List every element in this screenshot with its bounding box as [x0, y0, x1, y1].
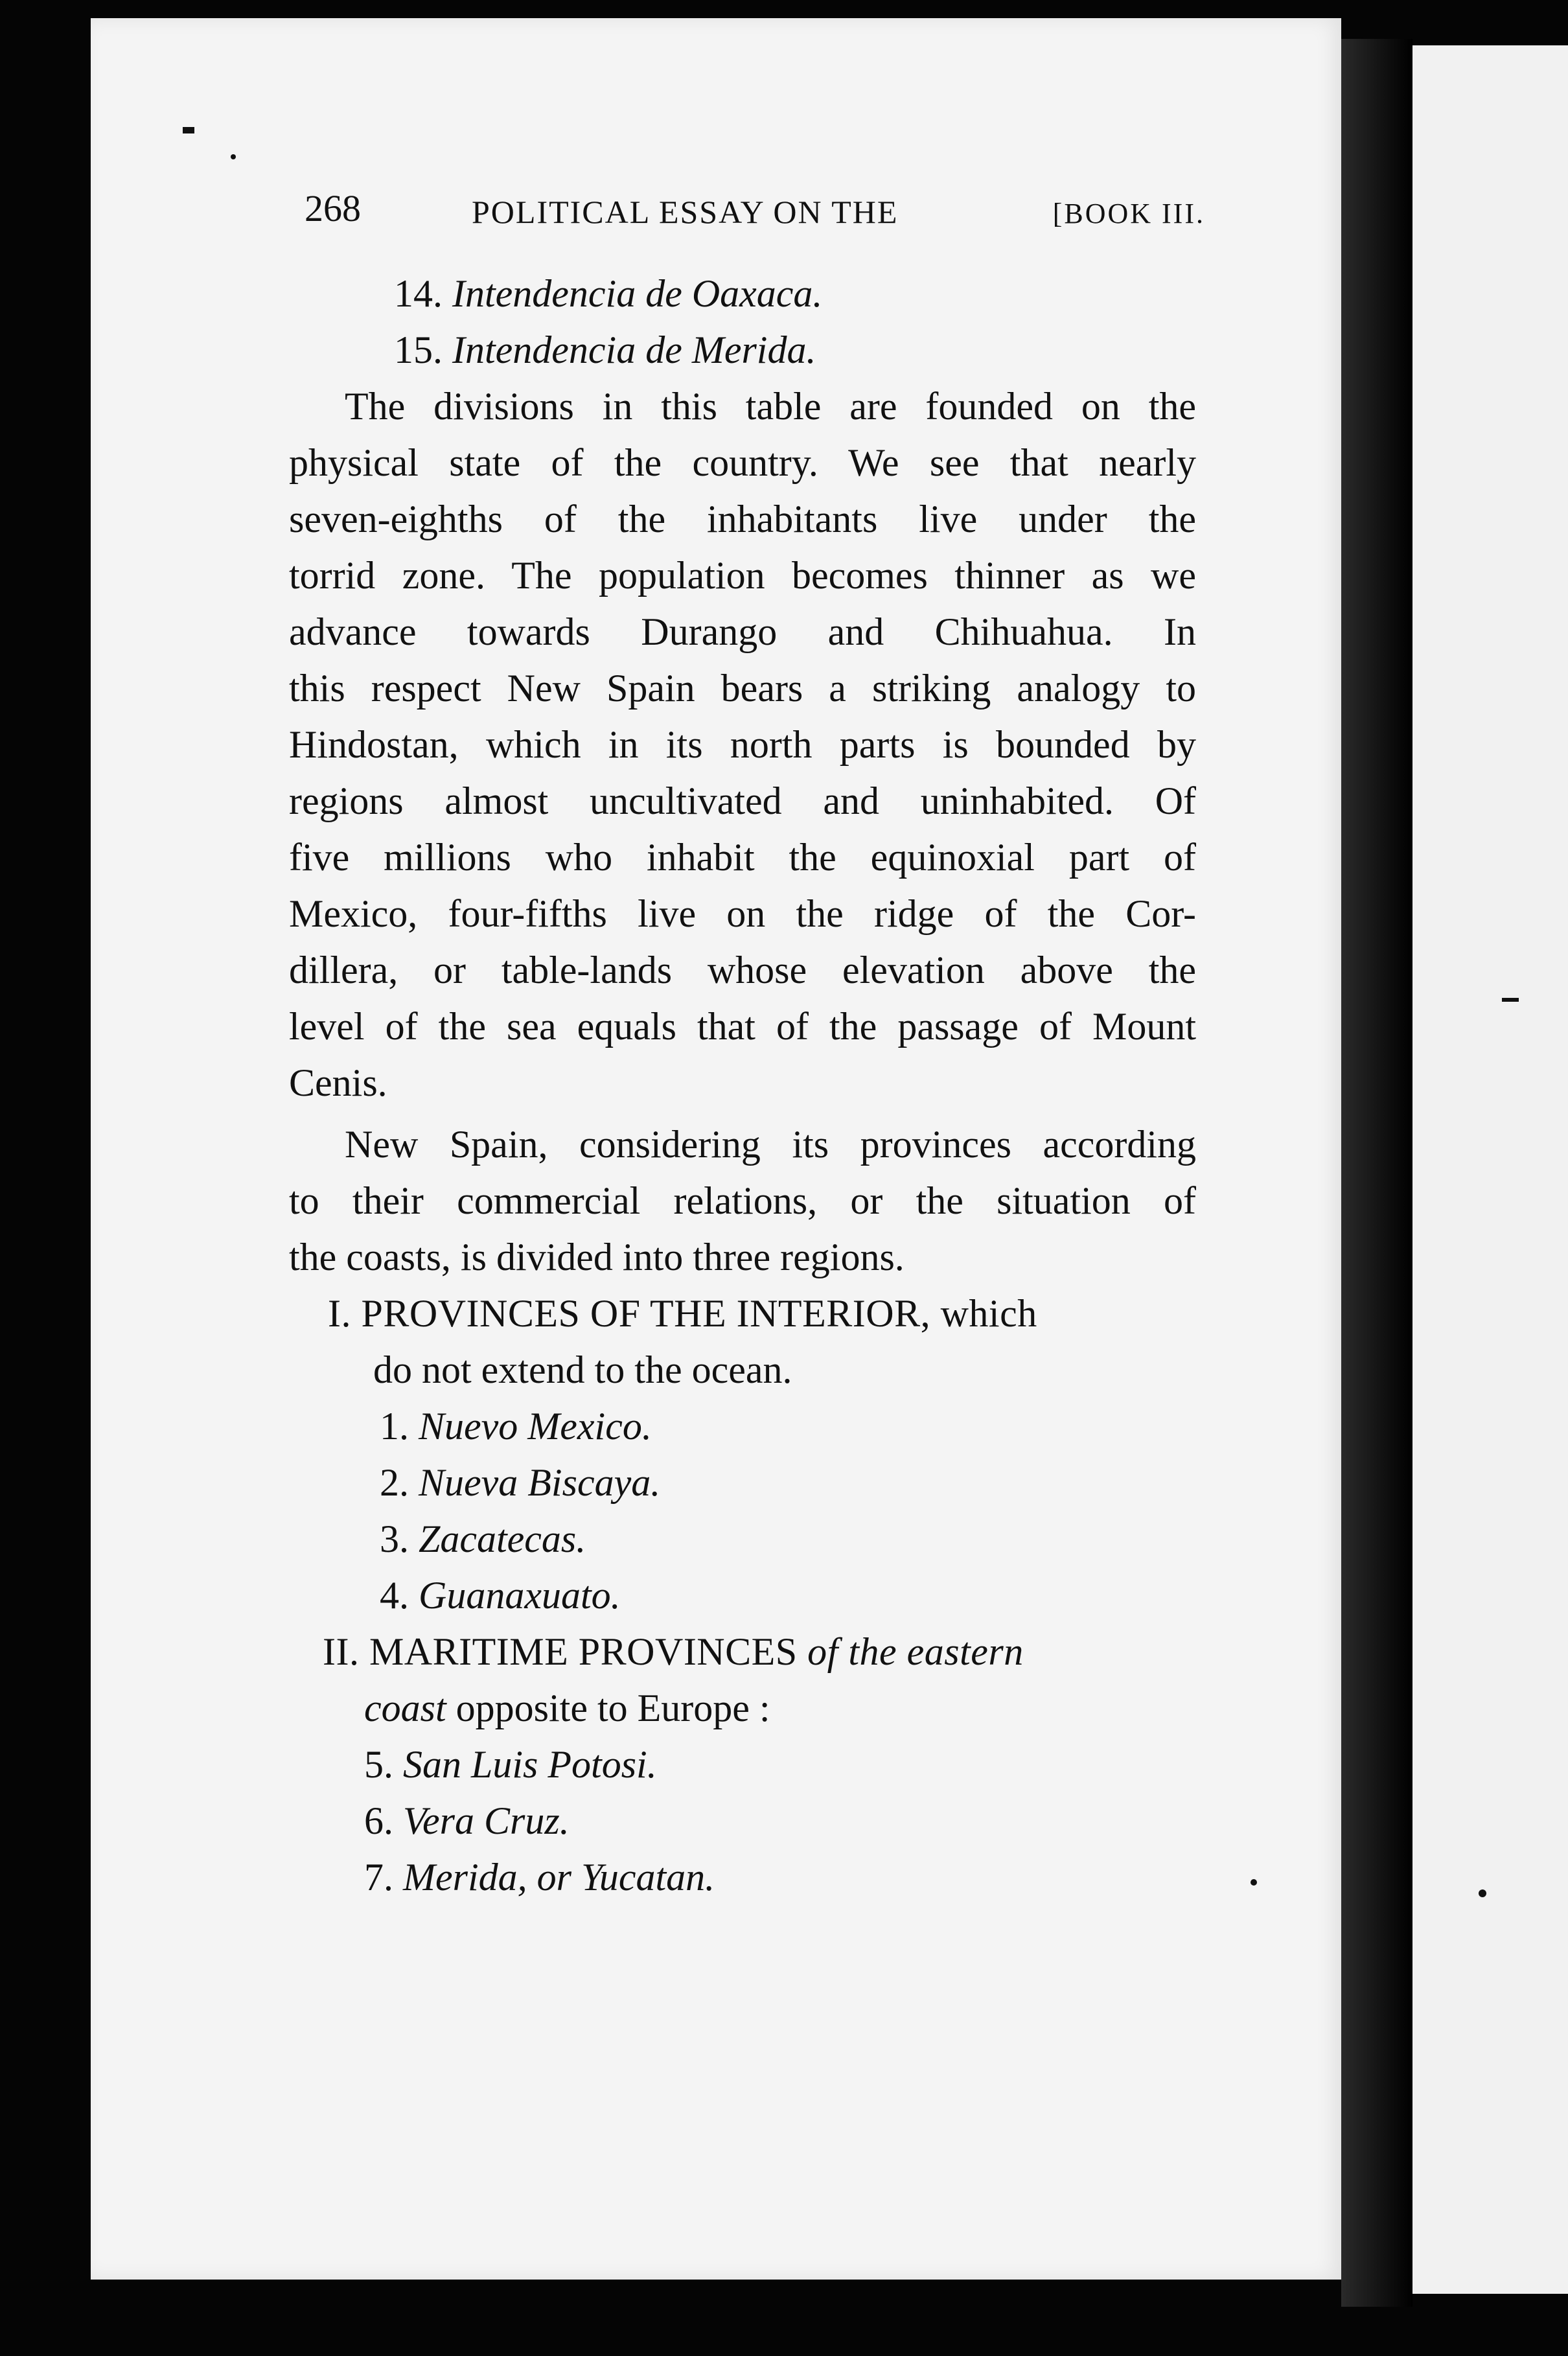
paragraph-line: torrid zone. The population becomes thinner as we [289, 554, 1196, 597]
paragraph-line: Hindostan, which in its north parts is bounded by [289, 723, 1196, 766]
province-item: 3. Zacatecas. [380, 1518, 586, 1560]
paragraph-line: Cenis. [289, 1061, 387, 1104]
list-item: 15. Intendencia de Merida. [394, 329, 816, 371]
paragraph-line: The divisions in this table are founded on the [345, 385, 1196, 428]
adjacent-page-speck [1479, 1889, 1486, 1897]
province-item: 7. Merida, or Yucatan. [364, 1856, 715, 1899]
adjacent-page-edge [1412, 45, 1568, 2294]
paragraph-line: the coasts, is divided into three regions. [289, 1236, 905, 1278]
running-head [305, 187, 1205, 245]
adjacent-page-mark [1502, 998, 1519, 1002]
paragraph-line: regions almost uncultivated and uninhabited. Of [289, 780, 1196, 822]
paragraph-line: seven-eighths of the inhabitants live under the [289, 498, 1196, 540]
margin-speck [231, 154, 236, 159]
paragraph-line: advance towards Durango and Chihuahua. In [289, 610, 1196, 653]
province-item: 2. Nueva Biscaya. [380, 1461, 661, 1504]
paragraph-line: five millions who inhabit the equinoxial part of [289, 836, 1196, 879]
province-item: 4. Guanaxuato. [380, 1574, 621, 1617]
section-heading: II. MARITIME PROVINCES of the eastern [323, 1630, 1024, 1673]
book-gutter [1341, 39, 1412, 2307]
page-speck [1251, 1879, 1257, 1886]
section-heading: I. PROVINCES OF THE INTERIOR, which [328, 1292, 1037, 1335]
running-title: POLITICAL ESSAY ON THE [472, 194, 899, 230]
paragraph-line: this respect New Spain bears a striking analogy to [289, 667, 1196, 710]
margin-mark [183, 127, 194, 133]
province-item: 1. Nuevo Mexico. [380, 1405, 652, 1448]
list-item: 14. Intendencia de Oaxaca. [394, 272, 823, 315]
paragraph-line: Mexico, four-fifths live on the ridge of the Cor- [289, 892, 1196, 935]
body-text [289, 266, 1196, 1906]
book-label: [BOOK III. [1052, 198, 1205, 229]
paragraph-line: to their commercial relations, or the situation of [289, 1179, 1196, 1222]
paragraph-line: level of the sea equals that of the passage of Mount [289, 1005, 1196, 1048]
section-heading-continuation: do not extend to the ocean. [373, 1348, 792, 1391]
province-item: 6. Vera Cruz. [364, 1799, 570, 1842]
paragraph-line: New Spain, considering its provinces according [345, 1123, 1196, 1166]
section-heading-continuation: coast opposite to Europe : [364, 1687, 770, 1729]
province-item: 5. San Luis Potosi. [364, 1743, 657, 1786]
paragraph-line: dillera, or table-lands whose elevation above the [289, 949, 1196, 991]
page-number: 268 [305, 187, 361, 229]
paragraph-line: physical state of the country. We see that nearly [289, 441, 1196, 484]
